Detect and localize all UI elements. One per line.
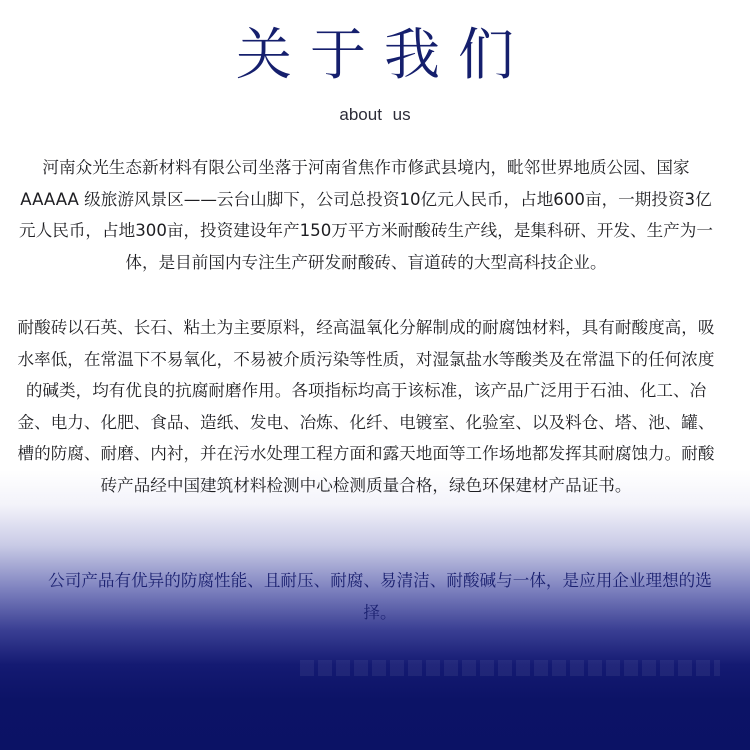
company-intro-paragraph: 河南众光生态新材料有限公司坐落于河南省焦作市修武县境内，毗邻世界地质公园、国家AAAAA 级旅游风景区——云台山脚下，公司总投资10亿元人民币，占地600亩，一期投资3亿元人民币，占地300亩，投资建设年产150万平方米耐酸砖生产线，是集科研、开发、生产为一体，是目前国内专注生产研发耐酸砖、盲道砖的大型高科技企业。 [19, 158, 713, 272]
product-description-paragraph: 耐酸砖以石英、长石、粘土为主要原料，经高温氧化分解制成的耐腐蚀材料，具有耐酸度高，吸水率低，在常温下不易氧化，不易被介质污染等性质，对湿氯盐水等酸类及在常温下的任何浓度的碱类，均有优良的抗腐耐磨作用。各项指标均高于该标准，该产品广泛用于石油、化工、冶金、电力、化肥、食品、造纸、发电、冶炼、化纤、电镀室、化验室、以及料仓、塔、池、罐、槽的防腐、耐磨、内衬，并在污水处理工程方面和露天地面等工作场地都发挥其耐腐蚀力。耐酸砖产品经中国建筑材料检测中心检测质量合格，绿色环保建材产品证书。 [17, 318, 715, 495]
product-advantage-paragraph: 公司产品有优异的防腐性能、且耐压、耐腐、易清洁、耐酸碱与一体，是应用企业理想的选择。 [48, 571, 712, 622]
faded-text-decoration [300, 660, 720, 676]
page-subtitle: about us [339, 105, 411, 124]
page-title: 关于我们 [236, 23, 532, 88]
